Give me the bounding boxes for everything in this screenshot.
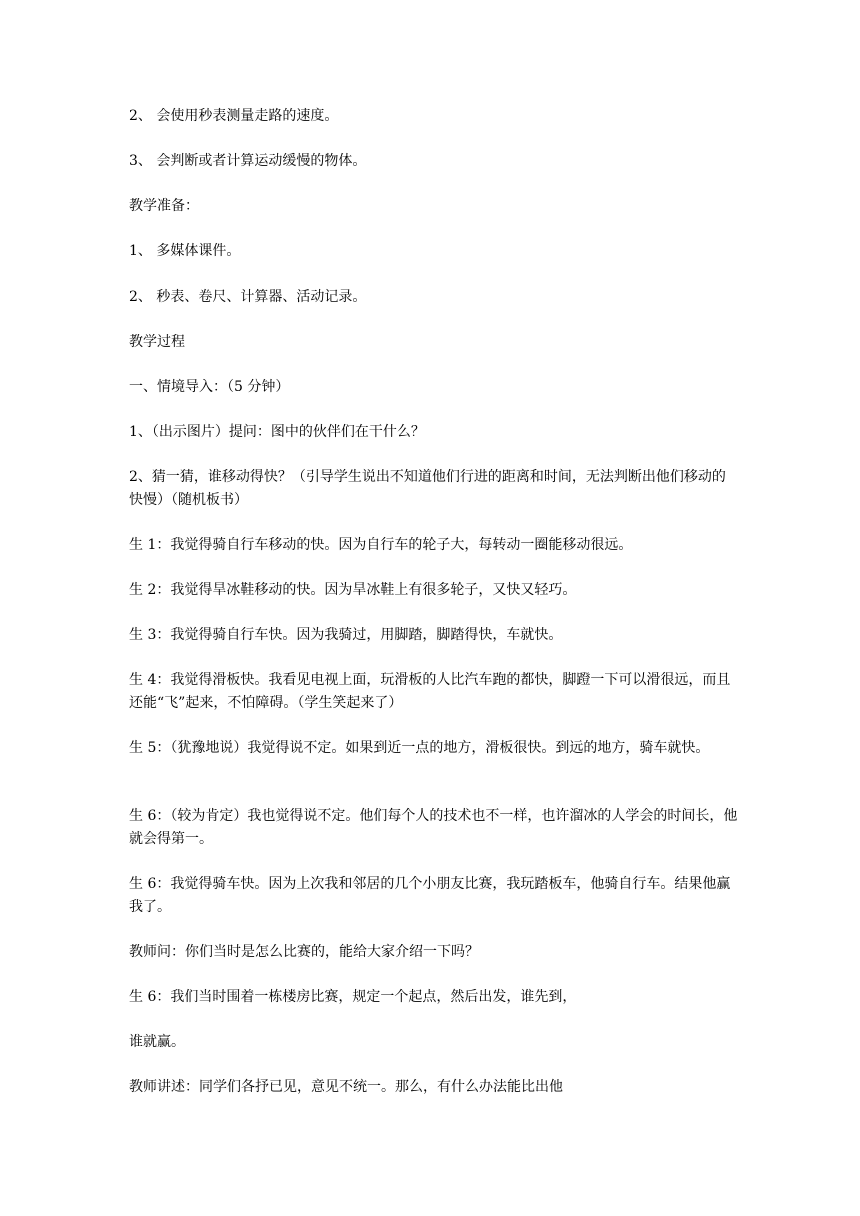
process-step-1: 1、（出示图片）提问：图中的伙伴们在干什么？: [129, 424, 425, 440]
section-heading-process: 教学过程: [129, 334, 185, 350]
objective-3: 3、 会判断或者计算运动缓慢的物体。: [129, 153, 367, 169]
subsection-heading-intro: 一、情境导入：（5 分钟）: [129, 379, 290, 395]
preparation-item-2: 2、 秒表、卷尺、计算器、活动记录。: [129, 289, 367, 305]
objective-2: 2、 会使用秒表测量走路的速度。: [129, 108, 339, 124]
student-response-6c: 生 6：我们当时围着一栋楼房比赛，规定一个起点，然后出发，谁先到，: [129, 989, 577, 1005]
student-response-6b: 生 6：我觉得骑车快。因为上次我和邻居的几个小朋友比赛，我玩踏板车，他骑自行车。结果他赢我了。: [129, 876, 731, 915]
student-response-1: 生 1：我觉得骑自行车移动的快。因为自行车的轮子大，每转动一圈能移动很远。: [129, 537, 633, 553]
student-response-6c-continued: 谁就赢。: [129, 1034, 185, 1050]
section-heading-preparation: 教学准备：: [129, 198, 199, 214]
process-step-2: 2、猜一猜，谁移动得快？（引导学生说出不知道他们行进的距离和时间，无法判断出他们移动的快慢）（随机板书）: [129, 469, 726, 508]
teacher-question: 教师问：你们当时是怎么比赛的，能给大家介绍一下吗？: [129, 944, 479, 960]
teacher-narration: 教师讲述：同学们各抒已见，意见不统一。那么，有什么办法能比出他: [129, 1079, 563, 1095]
preparation-item-1: 1、 多媒体课件。: [129, 243, 241, 259]
student-response-5: 生 5：（犹豫地说）我觉得说不定。如果到近一点的地方，滑板很快。到远的地方，骑车就快。: [129, 740, 710, 756]
student-response-2: 生 2：我觉得旱冰鞋移动的快。因为旱冰鞋上有很多轮子，又快又轻巧。: [129, 582, 577, 598]
student-response-4: 生 4：我觉得滑板快。我看见电视上面，玩滑板的人比汽车跑的都快，脚蹬一下可以滑很远，而且还能“飞”起来，不怕障碍。（学生笑起来了）: [129, 672, 731, 711]
student-response-6a: 生 6：（较为肯定）我也觉得说不定。他们每个人的技术也不一样，也许溜冰的人学会的时间长，他就会得第一。: [129, 808, 738, 847]
student-response-3: 生 3：我觉得骑自行车快。因为我骑过，用脚踏，脚踏得快，车就快。: [129, 627, 563, 643]
